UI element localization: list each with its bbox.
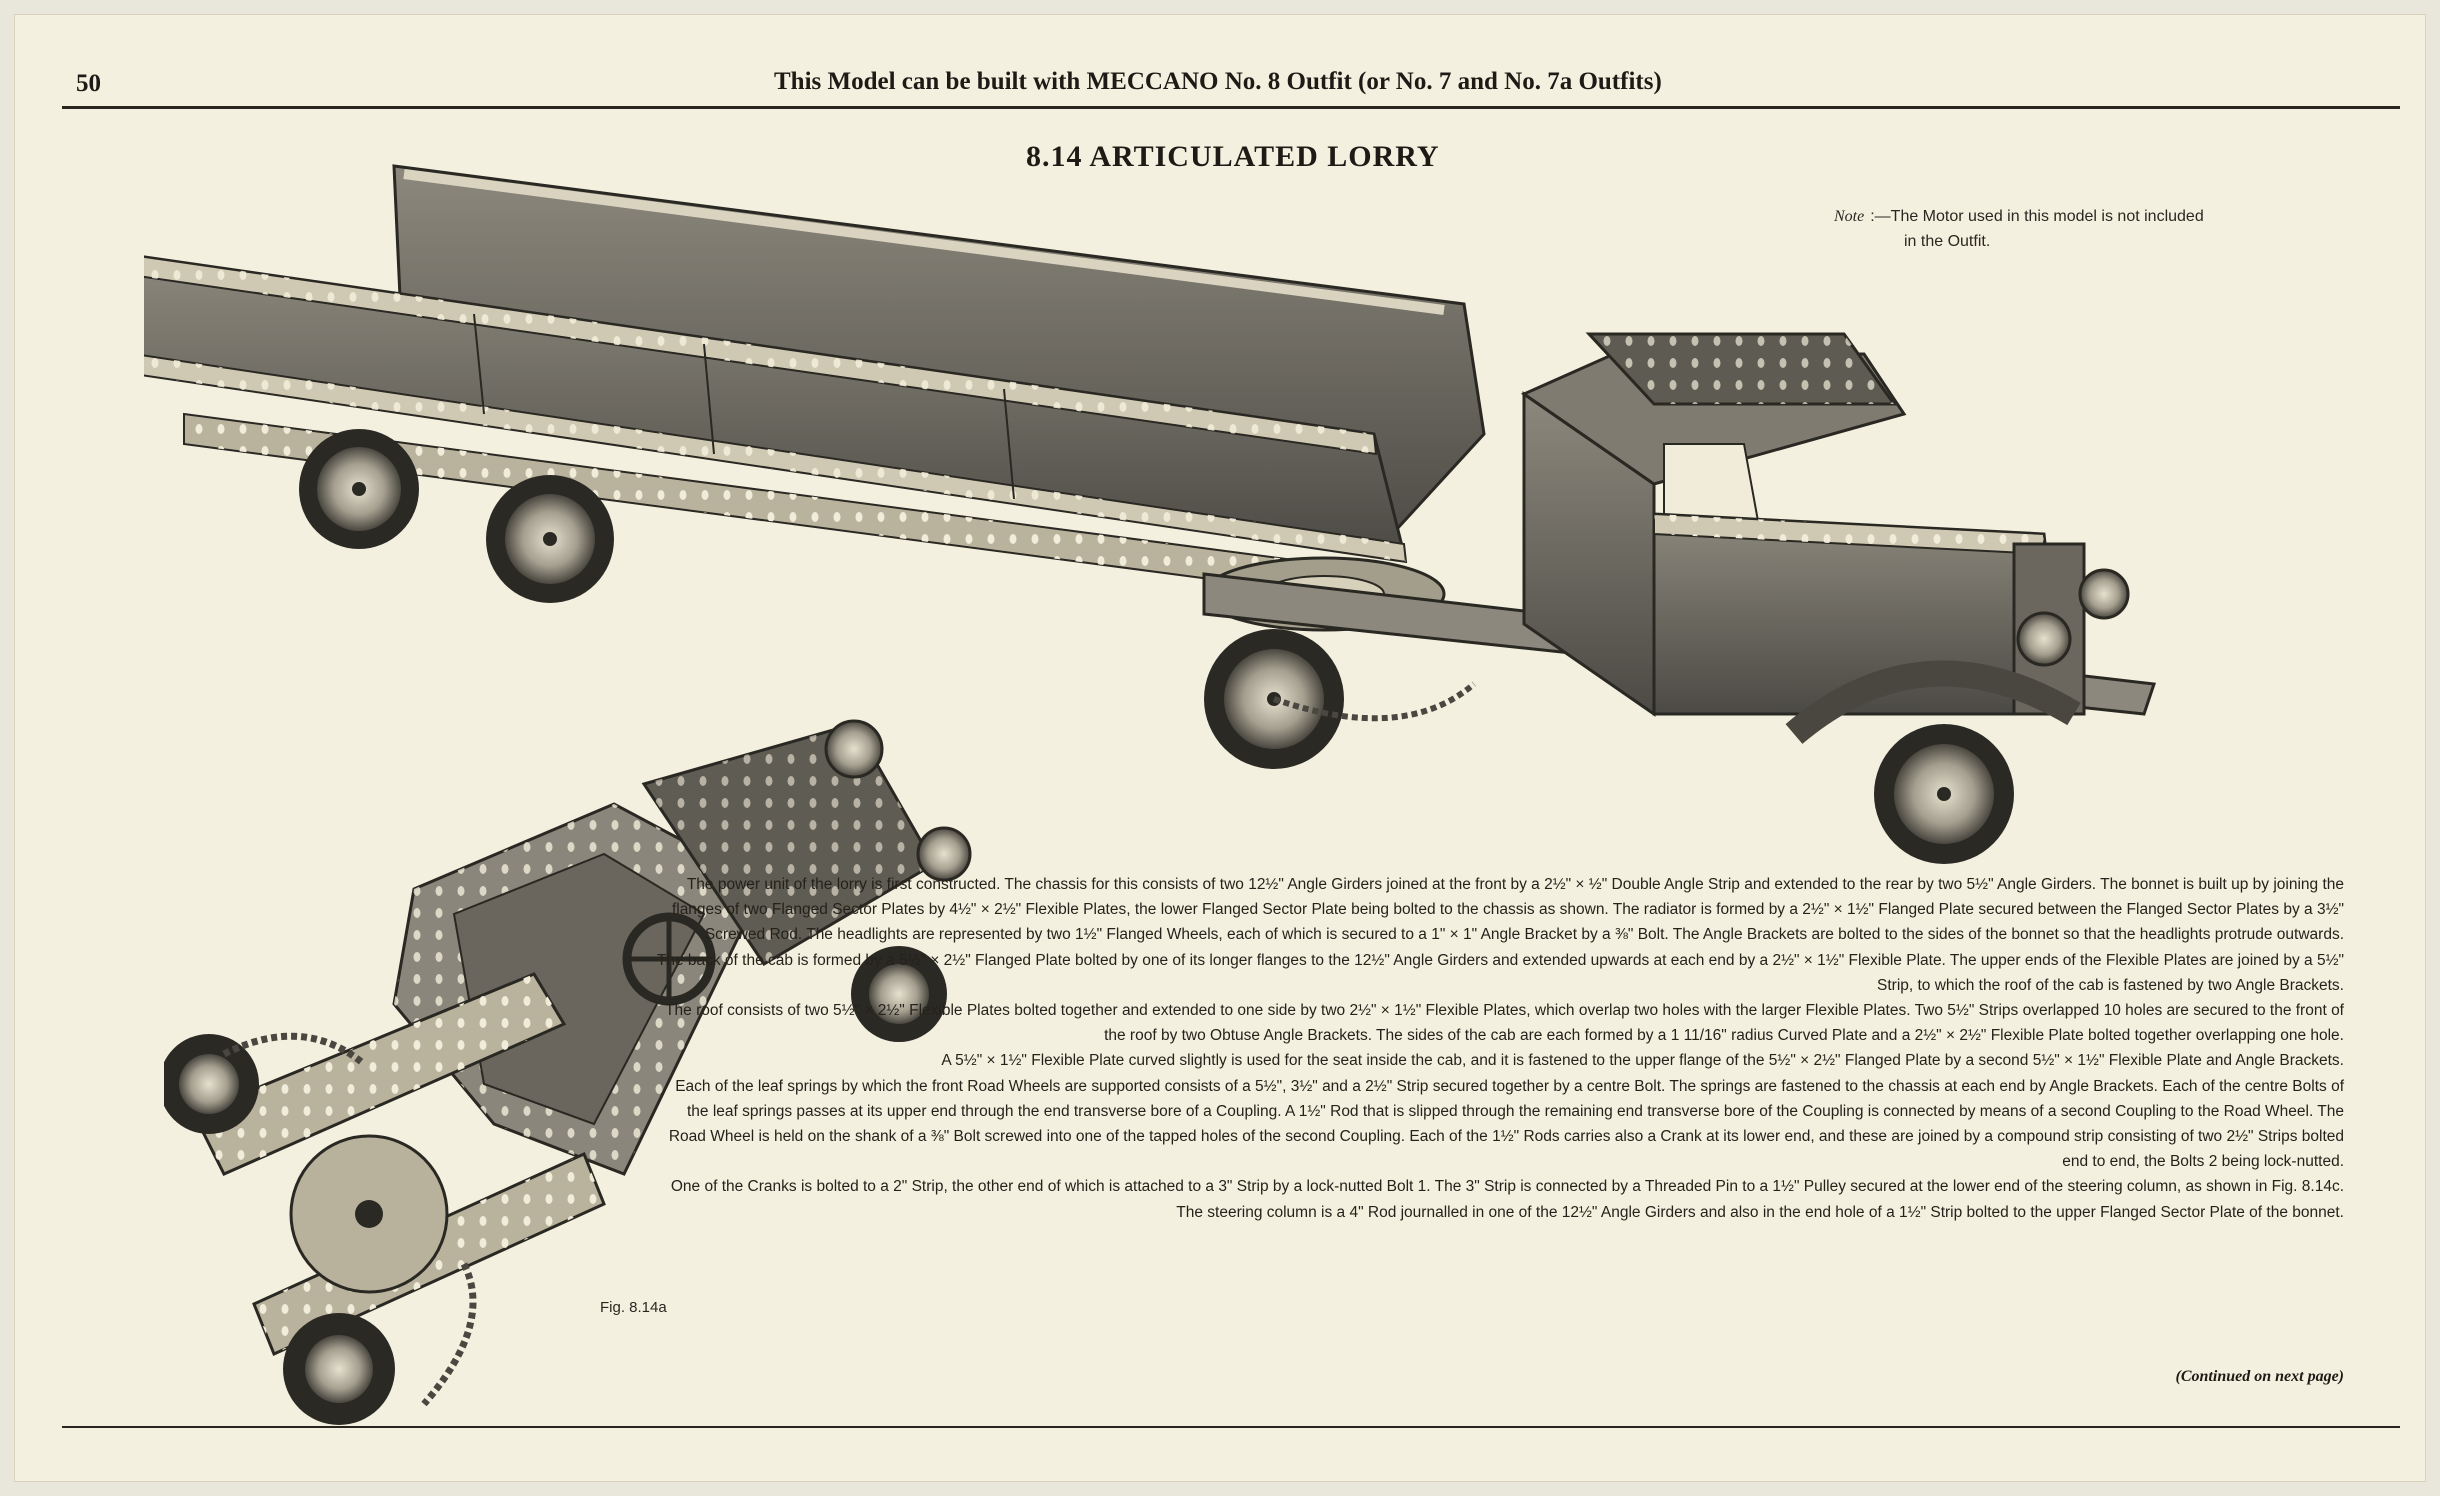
instructions-paragraph: One of the Cranks is bolted to a 2" Strip, the other end of which is attached to a 3" Strip by a lock-nutted Bolt 1. The 3" Strip is connected by a Threaded Pin to a 1½" Pulley secured at the lower end of the steering column, as shown in Fig. 8.14c. The steering column is a 4" Rod journalled in one of the 12½" Angle Girders and also in the end hole of a 1½" Strip bolted to the upper Flanged Sector Plate of the bonnet. (670, 1178, 2344, 1221)
note-line-1: :—The Motor used in this model is not included (1870, 208, 2204, 225)
note-line-2: in the Outfit. (1904, 233, 1991, 250)
instructions-paragraph: The power unit of the lorry is first constructed. The chassis for this consists of two 12½" Angle Girders joined at the front by a 2½" × ½" Double Angle Strip and extended to the rear by two 5½" Angle Girders. The bonnet is built up by joining the flanges of two Flanged Sector Plates by 4½" × 2½" Flexible Plates, the lower Flanged Sector Plate being bolted to the chassis as shown. The radiator is formed by a 2½" × 1½" Flanged Plate secured between the Flanged Sector Plates by a 3½" Screwed Rod. The headlights are represented by two 1½" Flanged Wheels, each of which is secured to a 1" × 1" Angle Bracket by a ⅜" Bolt. The Angle Brackets are bolted to the sides of the bonnet so that the headlights protrude outwards. (671, 876, 2344, 944)
page-header (14, 14, 2426, 114)
model-title: 8.14 ARTICULATED LORRY (1026, 140, 1440, 173)
continued-note: (Continued on next page) (2175, 1368, 2344, 1385)
header-rule (62, 106, 2400, 109)
instructions-text (654, 872, 2344, 1225)
instructions-paragraph: A 5½" × 1½" Flexible Plate curved slightly is used for the seat inside the cab, and it is fastened to the upper flange of the 5½" × 2½" Flanged Plate by a second 5½" × 1½" Flexible Plate and Angle Brackets. (941, 1052, 2344, 1070)
note-label: Note (1834, 208, 1865, 225)
outfit-header: This Model can be built with MECCANO No. 8 Outfit (or No. 7 and No. 7a Outfits) (774, 68, 1662, 95)
figure-caption: Fig. 8.14a (600, 1299, 667, 1316)
footer-rule (62, 1426, 2400, 1428)
page-number: 50 (76, 70, 101, 97)
instructions-paragraph: The roof consists of two 5½" × 2½" Flexible Plates bolted together and extended to one side by two 2½" × 1½" Flexible Plates, which overlap two holes with the larger Flexible Plates. Two 5½" Strips overlapped 10 holes are secured to the front of the roof by two Obtuse Angle Brackets. The sides of the cab are each formed by a 1 11/16" radius Curved Plate and a 2½" × 2½" Flexible Plate bolted together overlapping one hole. (665, 1002, 2344, 1045)
book-page (14, 14, 2426, 1482)
instructions-paragraph: The back of the cab is formed by a 5½" × 2½" Flanged Plate bolted by one of its longer flanges to the 12½" Angle Girders and extended upwards at each end by a 2½" × 1½" Flexible Plate. The upper ends of the Flexible Plates are joined by a 5½" Strip, to which the roof of the cab is fastened by two Angle Brackets. (656, 951, 2344, 994)
instructions-paragraph: Each of the leaf springs by which the front Road Wheels are supported consists of a 5½", 3½" and a 2½" Strip secured together by a centre Bolt. The springs are fastened to the chassis at each end by Angle Brackets. Each of the centre Bolts of the leaf springs passes at its upper end through the end transverse bore of a Coupling. A 1½" Rod that is slipped through the remaining end transverse bore of the Coupling is connected by means of a second Coupling to the Road Wheel. The Road Wheel is held on the shank of a ⅜" Bolt screwed into one of the tapped holes of the second Coupling. Each of the 1½" Rods carries also a Crank at its lower end, and these are joined by a compound strip consisting of two 2½" Strips bolted end to end, the Bolts 2 being lock-nutted. (668, 1077, 2344, 1171)
